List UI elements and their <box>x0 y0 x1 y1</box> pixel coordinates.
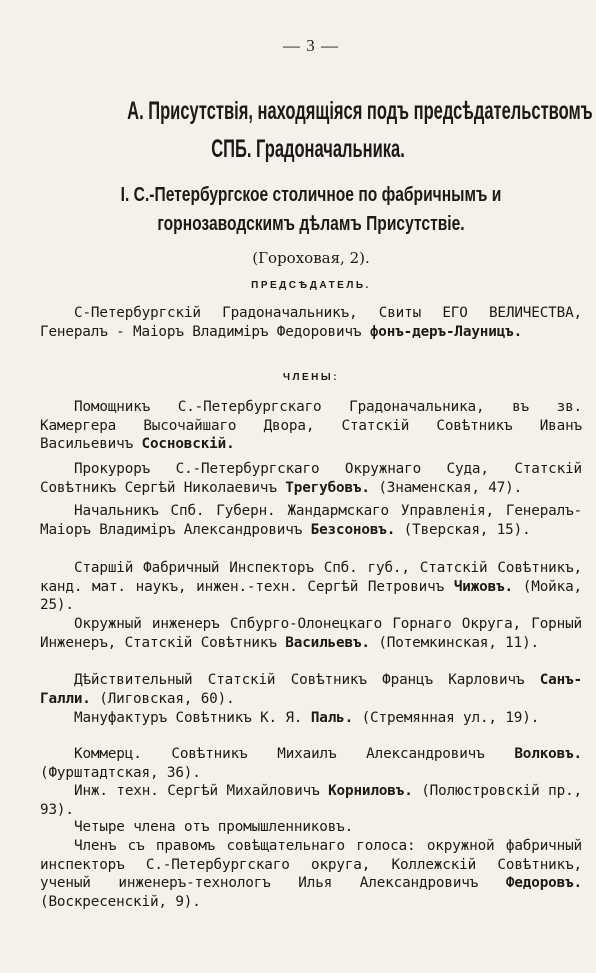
member-entry <box>40 398 582 454</box>
member-tail: (Стремянная ул., 19). <box>353 710 540 726</box>
subsection-heading <box>89 181 534 239</box>
page-number: — 3 — <box>283 36 339 55</box>
member-entry <box>40 782 582 819</box>
member-text: Мануфактуръ Совѣтникъ К. Я. <box>74 710 311 726</box>
chairman-entry <box>40 304 582 341</box>
member-tail: (Лиговская, 60). <box>90 690 235 707</box>
member-text: Старшій Фабричный Инспекторъ Спб. губ., Статскій Совѣтникъ, канд. мат. наукъ, инжен.-техн. Сергѣй Петровичъ <box>40 560 582 595</box>
member-name: Корниловъ. <box>328 783 413 799</box>
member-tail: (Фурштадтская, 36). <box>40 764 201 781</box>
chairman-label: ПРЕДСѢДАТЕЛЬ. <box>251 280 371 291</box>
member-text: Окружный инженеръ Спбурго-Олонецкаго Горнаго Округа, Горный Инженеръ, Статскій Совѣтникъ <box>40 616 582 651</box>
member-name: Трегубовъ. <box>285 479 370 496</box>
subsection-heading-line-1: I. С.-Петербургское столичное по фабричнымъ и <box>120 184 502 206</box>
member-entry <box>40 818 582 837</box>
member-text: Начальникъ Спб. Губерн. Жандармскаго Управленія, Генералъ-Маіоръ Владиміръ Александровичъ <box>40 503 582 538</box>
member-entry <box>40 745 582 782</box>
member-name: Волковъ. <box>514 746 582 762</box>
member-entry <box>40 615 582 652</box>
member-text: Четыре члена отъ промышленниковъ. <box>74 819 354 835</box>
member-tail: (Полюстровскій пр., 93). <box>40 783 582 818</box>
section-heading-line-2: СПБ. Градоначальника. <box>211 135 405 163</box>
member-entry <box>40 709 582 728</box>
member-entry <box>40 671 582 708</box>
member-entry <box>40 460 582 497</box>
member-name: Санъ-Галли. <box>40 672 582 707</box>
member-tail: (Воскресенскій, 9). <box>40 893 201 910</box>
member-name: Чижовъ. <box>453 578 514 595</box>
member-text: Инж. техн. Сергѣй Михайловичъ <box>74 783 329 799</box>
member-tail: (Мойка, 25). <box>40 578 582 613</box>
chairman-name: фонъ-деръ-Лауницъ. <box>369 323 523 340</box>
member-entry <box>40 837 582 911</box>
member-tail: (Тверская, 15). <box>395 521 531 538</box>
section-heading-line-1: А. Присутствія, находящіяся подъ предсѣдательствомъ <box>127 97 593 125</box>
member-name: Федоровъ. <box>505 875 582 891</box>
chairman-text: С-Петербургскій Градоначальникъ, Свиты ЕГО ВЕЛИЧЕСТВА, Генералъ - Маіоръ Владиміръ Федоровичъ <box>40 305 582 340</box>
member-name: Васильевъ. <box>285 634 370 651</box>
member-entry <box>40 502 582 539</box>
member-text: Дѣйствительный Статскій Совѣтникъ Францъ Карловичъ <box>74 672 540 688</box>
member-text: Коммерц. Совѣтникъ Михаилъ Александровичъ <box>74 746 515 762</box>
member-name: Паль. <box>310 710 354 726</box>
member-tail: (Знаменская, 47). <box>369 479 523 496</box>
members-label: ЧЛЕНЫ: <box>282 372 340 383</box>
member-name: Безсоновъ. <box>310 521 396 538</box>
member-tail: (Потемкинская, 11). <box>369 634 540 651</box>
member-entry <box>40 559 582 615</box>
section-heading <box>127 92 593 168</box>
subsection-heading-line-2: горнозаводскимъ дѣламъ Присутствіе. <box>157 213 465 235</box>
member-text: Прокуроръ С.-Петербургскаго Окружнаго Суда, Статскій Совѣтникъ Сергѣй Николаевичъ <box>40 461 582 496</box>
member-text: Членъ съ правомъ совѣщательнаго голоса: окружной фабричный инспекторъ С.-Петербургскаго округа, Коллежскій Совѣтникъ, ученый инженеръ-технологъ Илья Александровичъ <box>40 838 582 891</box>
member-text: Помощникъ С.-Петербургскаго Градоначальника, въ зв. Камергера Высочайшаго Двора, Статскій Совѣтникъ Иванъ Васильевичъ <box>40 399 582 452</box>
document-page <box>40 0 593 973</box>
address: (Гороховая, 2). <box>252 249 370 267</box>
member-name: Сосновскій. <box>141 436 235 452</box>
